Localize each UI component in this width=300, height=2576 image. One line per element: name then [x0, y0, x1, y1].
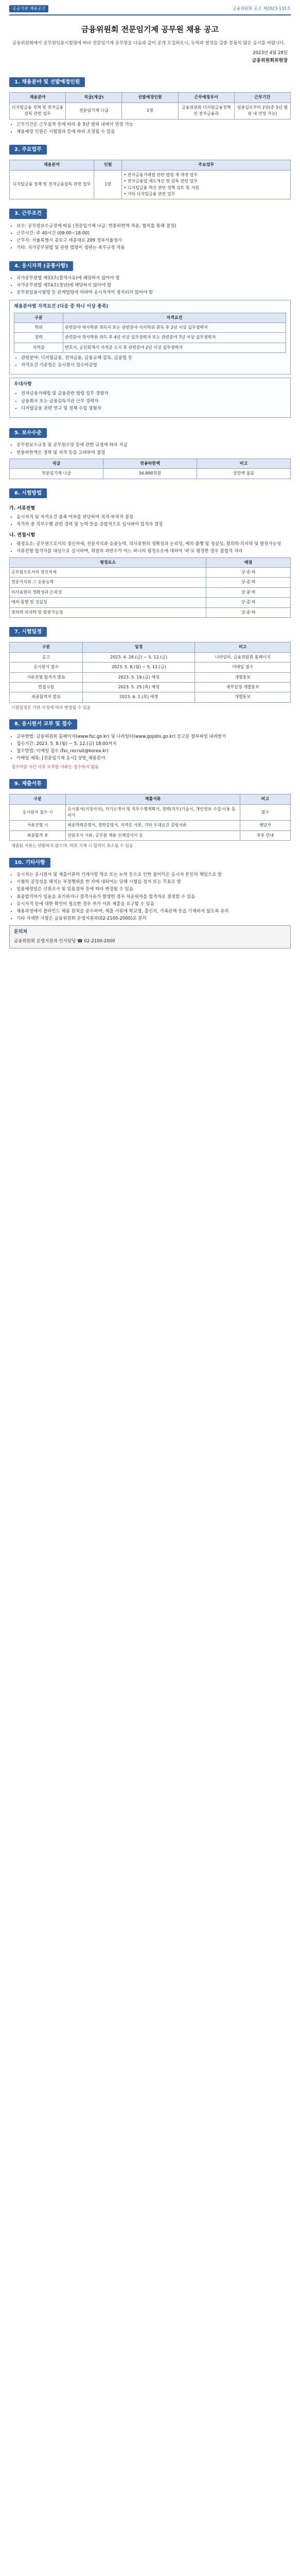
- positions-cell: 임용일로부터 2년(총 5년 범위 내 연장 가능): [234, 103, 290, 119]
- duties-cell: 디지털금융 정책 및 전자금융감독 관련 업무: [10, 170, 94, 199]
- documents-cell: 응시원서(지정서식), 자기소개서 및 직무수행계획서, 경력(직무)기술서, 개인정보 수집·이용 동의서: [66, 804, 240, 821]
- documents-header-0: 구분: [10, 794, 66, 804]
- requirements-title: 채용분야별 자격요건 (다음 중 하나 이상 충족): [14, 303, 109, 309]
- schedule-cell: 세부일정 개별통보: [195, 682, 291, 692]
- announcement-page: [0, 0, 300, 967]
- documents-row: [10, 821, 291, 831]
- schedule-cell: 최종합격자 발표: [10, 692, 83, 702]
- positions-note-item: • 근무기간은 근무실적 등에 따라 총 5년 범위 내에서 연장 가능: [16, 122, 291, 128]
- documents-cell: 해당자: [240, 821, 290, 831]
- requirements-row: [14, 333, 286, 343]
- other-items-list: [9, 872, 291, 922]
- schedule-cell: 개별통보: [195, 672, 291, 682]
- documents-cell: 추후 안내: [240, 831, 290, 840]
- schedule-note: 시험일정은 기관 사정에 따라 변경될 수 있음: [11, 705, 91, 710]
- section-8-title: 8. 응시원서 교부 및 접수: [9, 719, 77, 730]
- interview-eval-header-0: 평정요소: [10, 557, 206, 567]
- positions-header-0: 채용분야: [10, 93, 66, 103]
- positions-notes: [9, 122, 291, 135]
- documents-row: [10, 804, 291, 821]
- application-list: [9, 734, 291, 762]
- positions-cell: 전문임기제 나급: [66, 103, 122, 119]
- other-item: • 채용과정에서 블라인드 채용 원칙을 준수하며, 제출 서류에 학교명, 출신지, 가족관계 등을 기재하지 않도록 유의: [16, 908, 291, 915]
- documents-table: [9, 794, 291, 841]
- documents-note: 제출된 서류는 반환하지 않으며, 허위 기재 시 합격이 취소될 수 있음: [11, 843, 133, 849]
- positions-cell: 1명: [122, 103, 178, 119]
- documents-cell: 응시원서 접수 시: [10, 804, 66, 821]
- other-item: • 시험의 공정성을 해치는 부정행위를 한 자에 대하여는 당해 시험을 정지 또는 무효로 함: [16, 879, 291, 886]
- salary-list: [9, 442, 291, 456]
- salary-row: [10, 469, 291, 479]
- document-screening-item: • 적격자 중 직무수행 관련 경력 및 능력 등을 종합적으로 심사하여 합격자 결정: [16, 521, 291, 528]
- requirements-cell: 변호사, 공인회계사 자격증 소지 후 관련분야 2년 이상 실무경력자: [63, 343, 286, 352]
- header-bar: [9, 5, 291, 15]
- section-2-title: 2. 주요업무: [9, 145, 47, 155]
- other-item: • 기타 자세한 사항은 금융위원회 운영지원과(02-2100-2000)로 문의: [16, 916, 291, 922]
- schedule-cell: 2023. 5. 8.(월) ~ 5. 12.(금): [82, 663, 195, 672]
- requirements-box: [9, 300, 291, 375]
- section-5-title: 5. 보수수준: [9, 428, 47, 438]
- section-6-title: 6. 시험방법: [9, 488, 47, 499]
- schedule-cell: 응시원서 접수: [10, 663, 83, 672]
- salary-cell: 전문임기제 나급: [10, 469, 103, 479]
- schedule-header-2: 비고: [195, 642, 291, 652]
- requirements-cell: 관련분야 박사학위 취득자 또는 관련분야 석사학위 취득 후 2년 이상 실무경력자: [63, 323, 286, 332]
- requirements-cell: 학위: [14, 323, 63, 332]
- interview-eval-cell: 상·중·하: [206, 607, 291, 617]
- salary-header-0: 직급: [10, 459, 103, 468]
- interview-eval-table: [9, 557, 291, 618]
- duties-row: [10, 170, 291, 199]
- preference-list: [14, 391, 286, 412]
- requirements-header-1: 자격요건: [63, 313, 286, 323]
- conditions-item: • 기타: 국가공무원법 및 관련 법령이 정하는 복무규정 적용: [16, 245, 291, 251]
- positions-header-2: 선발예정인원: [122, 93, 178, 103]
- requirements-header-0: 구분: [14, 313, 63, 323]
- documents-cell: 서류전형 시: [10, 821, 66, 831]
- requirements-note-item: • 자격요건 기준일은 응시원서 접수마감일: [21, 362, 286, 369]
- duties-cell: 1명: [94, 170, 122, 199]
- duties-table: [9, 160, 291, 199]
- schedule-row: [10, 663, 291, 672]
- eligibility-item: • 국가공무원법 제74조(정년)에 해당하지 않아야 함: [16, 282, 291, 289]
- application-item: • 교부방법: 금융위원회 홈페이지(www.fsc.go.kr) 및 나라일터(www.gojobs.go.kr) 공고문 첨부파일 내려받기: [16, 734, 291, 740]
- schedule-cell: 서류전형 합격자 발표: [10, 672, 83, 682]
- preference-item: • 금융회사 또는 금융감독기관 근무 경력자: [21, 398, 286, 405]
- section-1-title: 1. 채용분야 및 선발예정인원: [9, 77, 85, 88]
- requirements-cell: 자격증: [14, 343, 63, 352]
- conditions-item: • 보수: 공무원보수규정에 따름 (전문임기제 나급: 연봉하한액 적용, 협의를 통해 결정): [16, 223, 291, 230]
- header-tag: 금융위원회 공고 제2023-131호: [232, 6, 291, 11]
- schedule-cell: 면접시험: [10, 682, 83, 692]
- interview-eval-cell: 상·중·하: [206, 598, 291, 607]
- positions-header-4: 근무기간: [234, 93, 290, 103]
- salary-header-2: 비고: [197, 459, 291, 468]
- documents-row: [10, 831, 291, 840]
- application-warning: 접수마감 시간 이후 도착한 서류는 접수하지 않음: [11, 765, 99, 770]
- preference-box: [9, 378, 291, 417]
- salary-item: • 공무원보수규정 및 공무원수당 등에 관한 규정에 따라 지급: [16, 442, 291, 449]
- contact-title: 문의처: [14, 929, 28, 935]
- duties-header-0: 채용분야: [10, 160, 94, 170]
- schedule-cell: 2023. 4. 28.(금) ~ 5. 12.(금): [82, 652, 195, 662]
- other-item: • 최종합격자가 임용을 포기하거나 결격사유가 발생한 경우 차순위자를 합격자로 결정할 수 있음: [16, 894, 291, 901]
- positions-note-item: • 채용예정 인원은 시험결과 등에 따라 조정될 수 있음: [16, 129, 291, 135]
- interview-eval-row: [10, 598, 291, 607]
- page-title: 금융위원회 전문임기제 공무원 채용 공고: [81, 25, 219, 35]
- application-item: • 접수기간: 2023. 5. 8.(월) ~ 5. 12.(금) 18:00까지: [16, 741, 291, 748]
- positions-row: [10, 103, 291, 119]
- schedule-cell: 2023. 6. 1.(목) 예정: [82, 692, 195, 702]
- salary-item: • 연봉하한액은 경력 및 자격 등을 고려하여 결정: [16, 450, 291, 456]
- interview-item: • 서류전형 합격자를 대상으로 실시하며, 위원의 과반수가 어느 하나의 평정요소에 대하여 '하'로 평정한 경우 불합격 처리: [16, 548, 291, 555]
- requirements-table: [14, 313, 286, 353]
- requirements-row: [14, 323, 286, 332]
- schedule-cell: 공고: [10, 652, 83, 662]
- schedule-cell: 2023. 5. 19.(금) 예정: [82, 672, 195, 682]
- interview-eval-cell: 창의력·의지력 및 발전가능성: [10, 607, 206, 617]
- application-item: • 이메일 제목: [전문임기제 응시] 성명_채용분야: [16, 755, 291, 762]
- interview-eval-cell: 전문지식과 그 응용능력: [10, 578, 206, 587]
- eligibility-list: [9, 275, 291, 297]
- schedule-table: [9, 642, 291, 702]
- salary-table: [9, 459, 291, 479]
- issuer: 금융위원회위원장: [252, 58, 288, 63]
- contact-text: 금융위원회 운영지원과 인사담당 ☎ 02-2100-2000: [14, 939, 115, 944]
- eligibility-item: • 공무원임용시험령 등 관계법령에 의하여 응시자격이 정지되지 않아야 함: [16, 290, 291, 296]
- salary-header-1: 연봉하한액: [103, 459, 197, 468]
- requirements-notes: [14, 355, 286, 369]
- positions-cell: 디지털금융 정책 및 전자금융감독 관련 업무: [10, 103, 66, 119]
- duties-header-2: 주요업무: [122, 160, 291, 170]
- documents-cell: 신원조사 서류, 공무원 채용 신체검사서 등: [66, 831, 240, 840]
- intro-text: 금융위원회에서 공무원임용시험령에 따라 전문임기제 공무원을 다음과 같이 공개 모집하오니, 능력과 열정을 갖춘 분들의 많은 응시를 바랍니다.: [12, 40, 286, 46]
- schedule-header-1: 일정: [82, 642, 195, 652]
- salary-cell: 56,890천원: [103, 469, 197, 479]
- interview-eval-row: [10, 607, 291, 617]
- document-screening-title: 가. 서류전형: [9, 506, 36, 512]
- interview-eval-cell: 상·중·하: [206, 567, 291, 577]
- header-badge: 공공기관 채용공고: [9, 5, 48, 12]
- interview-eval-cell: 예의·품행 및 성실성: [10, 598, 206, 607]
- interview-eval-row: [10, 587, 291, 597]
- documents-cell: 최종학력증명서, 경력증명서, 자격증 사본, 기타 우대요건 증빙서류: [66, 821, 240, 831]
- positions-table: [9, 92, 291, 119]
- interview-eval-row: [10, 567, 291, 577]
- schedule-row: [10, 672, 291, 682]
- interview-title: 나. 면접시험: [9, 533, 36, 538]
- duties-cell: • 전자금융거래법 관련 법령 제·개정 업무 • 전자금융업 제도개선 및 감독 관련 업무 • 디지털금융 혁신 관련 정책 검토 및 지원 • 기타 디지털금융 관련 업무: [122, 170, 291, 199]
- interview-list: [9, 541, 291, 555]
- documents-header-2: 비고: [240, 794, 290, 804]
- requirements-cell: 관련분야 학사학위 취득 후 4년 이상 실무경력자 또는 관련분야 7년 이상 실무경력자: [63, 333, 286, 343]
- conditions-item: • 근무지: 서울특별시 종로구 세종대로 209 정부서울청사: [16, 238, 291, 244]
- schedule-cell: 이메일 접수: [195, 663, 291, 672]
- schedule-row: [10, 692, 291, 702]
- interview-eval-cell: 공무원으로서의 정신자세: [10, 567, 206, 577]
- requirements-row: [14, 343, 286, 352]
- salary-cell: 상한액 없음: [197, 469, 291, 479]
- duties-header-1: 인원: [94, 160, 122, 170]
- positions-header-1: 직급(계급): [66, 93, 122, 103]
- other-item: • 응시자는 응시원서 및 제출서류의 기재사항 착오 또는 누락 등으로 인한 불이익은 응시자 본인의 책임으로 함: [16, 872, 291, 878]
- section-10-title: 10. 기타사항: [9, 858, 50, 868]
- interview-eval-header-1: 배점: [206, 557, 291, 567]
- conditions-list: [9, 223, 291, 252]
- contact-box: [9, 925, 291, 948]
- section-4-title: 4. 응시자격 (공통사항): [9, 261, 73, 272]
- section-3-title: 3. 근무조건: [9, 209, 47, 219]
- other-item: • 응시자격 등에 대한 확인이 필요한 경우 추가 서류 제출을 요구할 수 있음: [16, 901, 291, 908]
- conditions-item: • 근무시간: 주 40시간 (09:00~18:00): [16, 230, 291, 237]
- documents-cell: 최종합격 후: [10, 831, 66, 840]
- interview-eval-row: [10, 578, 291, 587]
- interview-item: • 평정요소: 공무원으로서의 정신자세, 전문지식과 응용능력, 의사표현의 정확성과 논리성, 예의·품행 및 성실성, 창의력·의지력 및 발전가능성: [16, 541, 291, 548]
- announcement-date: 2023년 4월 28일: [253, 50, 288, 56]
- documents-header-1: 제출서류: [66, 794, 240, 804]
- schedule-cell: 2023. 5. 25.(목) 예정: [82, 682, 195, 692]
- section-9-title: 9. 제출서류: [9, 779, 47, 789]
- documents-cell: 필수: [240, 804, 290, 821]
- document-screening-item: • 응시자격 및 자격요건 충족 여부를 판단하여 적격·부적격 결정: [16, 514, 291, 521]
- eligibility-item: • 국가공무원법 제33조(결격사유)에 해당하지 않아야 함: [16, 275, 291, 282]
- document-screening-list: [9, 514, 291, 528]
- requirements-cell: 경력: [14, 333, 63, 343]
- schedule-cell: 나라일터, 금융위원회 홈페이지: [195, 652, 291, 662]
- schedule-row: [10, 652, 291, 662]
- preference-item: • 디지털금융 관련 연구 및 정책 수립 경험자: [21, 405, 286, 412]
- schedule-cell: 개별통보: [195, 692, 291, 702]
- schedule-header-0: 구분: [10, 642, 83, 652]
- section-7-title: 7. 시험일정: [9, 627, 47, 637]
- requirements-note-item: • 관련분야: 디지털금융, 전자금융, 금융규제·감독, 금융법 등: [21, 355, 286, 362]
- positions-cell: 금융위원회 디지털금융정책관 전자금융과: [178, 103, 234, 119]
- positions-header-3: 근무예정부서: [178, 93, 234, 103]
- other-item: • 임용예정일은 신원조사 및 임용절차 등에 따라 변경될 수 있음: [16, 886, 291, 893]
- schedule-row: [10, 682, 291, 692]
- application-item: • 접수방법: 이메일 접수 (fsc_recruit@korea.kr): [16, 748, 291, 755]
- preference-title: 우대사항: [14, 382, 32, 387]
- preference-item: • 전자금융거래법 및 금융관련 법령 업무 경험자: [21, 391, 286, 397]
- interview-eval-cell: 상·중·하: [206, 587, 291, 597]
- interview-eval-cell: 의사표현의 정확성과 논리성: [10, 587, 206, 597]
- interview-eval-cell: 상·중·하: [206, 578, 291, 587]
